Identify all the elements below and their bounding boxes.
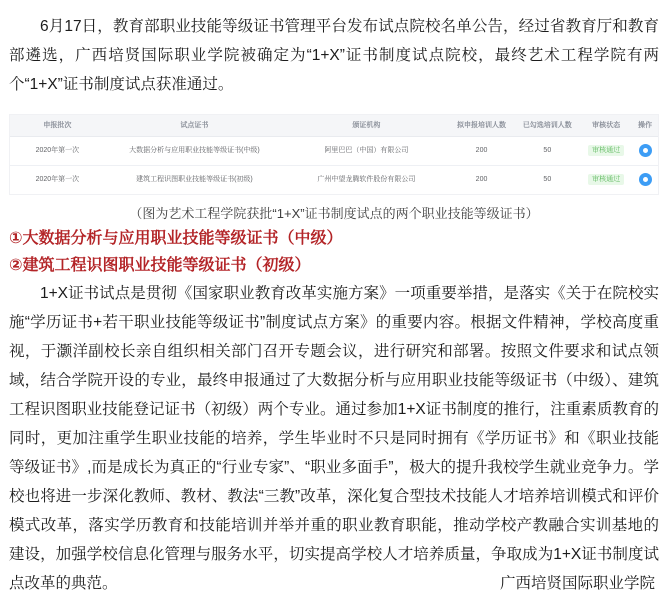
table-row — [10, 137, 658, 166]
status-badge: 审核通过 — [588, 174, 624, 185]
view-detail-button[interactable] — [639, 144, 652, 157]
eye-icon — [643, 148, 648, 153]
table-row — [10, 166, 658, 194]
table-body — [10, 137, 658, 194]
cell-actions — [632, 137, 658, 165]
cell-planned-count: 200 — [475, 147, 488, 154]
header-issuer: 颁证机构 — [352, 122, 381, 129]
cell-certificate: 建筑工程识图职业技能等级证书(初级) — [136, 176, 253, 183]
cell-actions — [632, 166, 658, 194]
header-selected-count: 已勾选培训人数 — [522, 122, 572, 129]
certificate-table — [9, 114, 659, 195]
cell-issuer: 阿里巴巴（中国）有限公司 — [324, 147, 409, 154]
cell-status — [580, 166, 632, 194]
signature: 广西培贤国际职业学院 — [499, 575, 655, 592]
header-actions: 操作 — [638, 122, 653, 129]
cell-issuer: 广州中望龙腾软件股份有限公司 — [317, 176, 416, 183]
eye-icon — [643, 177, 648, 182]
table-header-row — [10, 115, 658, 137]
header-planned-count: 拟申报培训人数 — [457, 122, 507, 129]
cell-batch: 2020年第一次 — [35, 147, 80, 154]
table-caption: （图为艺术工程学院获批“1+X”证书制度试点的两个职业技能等级证书） — [129, 206, 539, 221]
view-detail-button[interactable] — [639, 173, 652, 186]
body-paragraph: 1+X证书试点是贯彻《国家职业教育改革实施方案》一项重要举措，是落实《关于在院校实施“学历证书+若干职业技能等级证书”制度试点方案》的重要内容。根据文件精神，学校高度重视，于灏洋副校长亲自组织相关部门召开专题会议，进行研究和部署。按照文件要求和试点领域，结合学院开设的专业，最终申报通过了大数据分析与应用职业技能等级证书（中级）、建筑工程识图职业技能登记证书（初级）两个专业。通过参加1+X证书制度的推行，注重素质教育的同时，更加注重学生职业技能的培养，学生毕业时不只是同时拥有《学历证书》和《职业技能等级证书》,而是成长为真正的“行业专家”、“职业多面手”，极大的提升我校学生就业竞争力。学校也将进一步深化教师、教材、教法“三教”改革，深化复合型技术技能人才培养培训模式和评价模式改革，落实学历教育和技能培训并举并重的职业教育职能，推动学校产教融合实训基地的建设，加强学校信息化管理与服务水平，切实提高学校人才培养质量，争取成为1+X证书制度试点改革的典范。 — [9, 285, 659, 592]
highlight-certificate-2: ②建筑工程识图职业技能等级证书（初级） — [9, 257, 311, 274]
cell-status — [580, 137, 632, 165]
cell-selected-count: 50 — [543, 147, 552, 154]
cell-batch: 2020年第一次 — [35, 176, 80, 183]
highlight-certificate-1: ①大数据分析与应用职业技能等级证书（中级） — [9, 230, 343, 247]
header-certificate: 试点证书 — [180, 122, 209, 129]
cell-certificate: 大数据分析与应用职业技能等级证书(中级) — [129, 147, 260, 154]
cell-selected-count: 50 — [543, 176, 552, 183]
header-status: 审核状态 — [592, 122, 621, 129]
header-batch: 申报批次 — [43, 122, 72, 129]
intro-paragraph: 6月17日，教育部职业技能等级证书管理平台发布试点院校名单公告，经过省教育厅和教育部遴选，广西培贤国际职业学院被确定为“1+X”证书制度试点院校，最终艺术工程学院有两个“1+X”证书制度试点获准通过。 — [9, 18, 659, 93]
status-badge: 审核通过 — [588, 145, 624, 156]
cell-planned-count: 200 — [475, 176, 488, 183]
